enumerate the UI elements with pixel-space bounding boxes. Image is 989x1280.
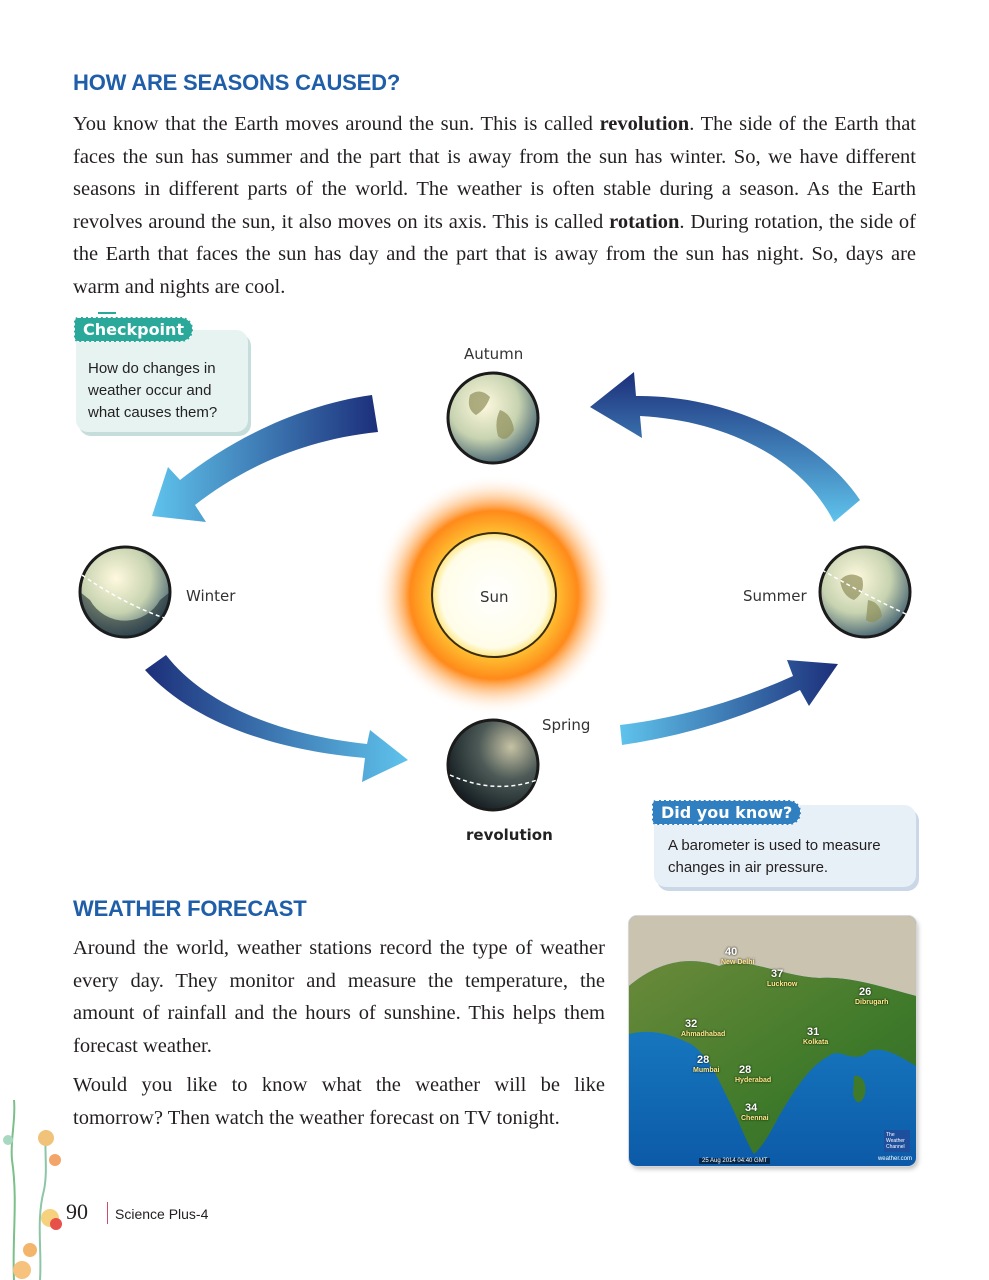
- map-city-mumbai: Mumbai: [693, 1067, 720, 1074]
- map-temp-chennai: 34: [745, 1102, 758, 1114]
- arrow-winter-to-spring: [145, 655, 408, 782]
- map-temp-mumbai: 28: [697, 1054, 710, 1066]
- forecast-paragraph-1: Around the world, weather stations record the type of weather every day. They monitor and measure the temperature, the amount of rainfall and the hours of sunshine. This helps them forecast weather.: [73, 937, 605, 1057]
- flower-decoration: [0, 1100, 70, 1280]
- map-temp-lucknow: 37: [771, 968, 784, 980]
- seasons-paragraph: You know that the Earth moves around the sun. This is called revolution. The side of the Earth that faces the sun has summer and the part that is away from the sun has winter. So, we have different seasons in different parts of the world. The weather is often stable during a season. As the Earth revolves around the sun, it also moves on its axis. This is called rotation. During rotation, the side of the Earth that faces the sun has day and the part that is away from the sun has night. So, days are warm and nights are cool.: [73, 113, 916, 298]
- checkpoint-tag-line: [98, 312, 116, 314]
- page-number: 90: [66, 1199, 88, 1224]
- weather-channel-logo: The Weather Channel: [884, 1130, 910, 1152]
- map-temp-hyderabad: 28: [739, 1064, 752, 1076]
- map-timestamp: 25 Aug 2014 04:40 GMT: [699, 1158, 770, 1164]
- map-url: weather.com: [877, 1156, 912, 1162]
- footer-separator: [107, 1202, 108, 1224]
- map-city-dibrugarh: Dibrugarh: [855, 999, 889, 1006]
- term-revolution: revolution: [599, 113, 690, 135]
- earth-summer: [820, 547, 910, 637]
- label-summer: Summer: [743, 587, 807, 605]
- map-city-chennai: Chennai: [741, 1115, 769, 1122]
- did-you-know-text: A barometer is used to measure changes in air pressure.: [668, 837, 881, 876]
- label-sun: Sun: [480, 588, 509, 606]
- label-autumn: Autumn: [464, 345, 524, 363]
- map-temp-dibrugarh: 26: [859, 986, 872, 998]
- earth-autumn: [448, 373, 538, 463]
- arrow-summer-to-autumn: [590, 372, 860, 522]
- map-temp-ahmadhabad: 32: [685, 1018, 698, 1030]
- forecast-paragraph-2: Would you like to know what the weather will be like tomorrow? Then watch the weather forecast on TV tonight.: [73, 1074, 605, 1129]
- earth-spring: [448, 720, 538, 810]
- map-city-ahmadhabad: Ahmadhabad: [681, 1031, 726, 1038]
- checkpoint-text: How do changes in weather occur and what causes them?: [88, 360, 218, 421]
- earth-winter: [80, 547, 170, 637]
- did-you-know-tag: Did you know?: [652, 800, 801, 825]
- map-city-hyderabad: Hyderabad: [735, 1077, 772, 1084]
- diagram-caption: revolution: [466, 826, 553, 844]
- india-map-graphic: [629, 916, 916, 1166]
- weather-map: [629, 916, 916, 1166]
- map-temp-kolkata: 31: [807, 1026, 820, 1038]
- arrow-spring-to-summer: [620, 660, 838, 745]
- label-winter: Winter: [186, 587, 236, 605]
- term-rotation: rotation: [609, 210, 680, 233]
- checkpoint-box: [76, 330, 248, 432]
- map-city-lucknow: Lucknow: [767, 981, 798, 988]
- map-temp-new-delhi: 40: [725, 946, 738, 958]
- label-spring: Spring: [542, 716, 591, 734]
- book-title: Science Plus-4: [115, 1206, 209, 1222]
- heading-seasons: HOW ARE SEASONS CAUSED?: [73, 70, 401, 95]
- checkpoint-tag: Checkpoint: [74, 317, 193, 342]
- map-city-new-delhi: New Delhi: [721, 959, 755, 966]
- map-city-kolkata: Kolkata: [803, 1039, 829, 1046]
- heading-forecast: WEATHER FORECAST: [73, 896, 307, 921]
